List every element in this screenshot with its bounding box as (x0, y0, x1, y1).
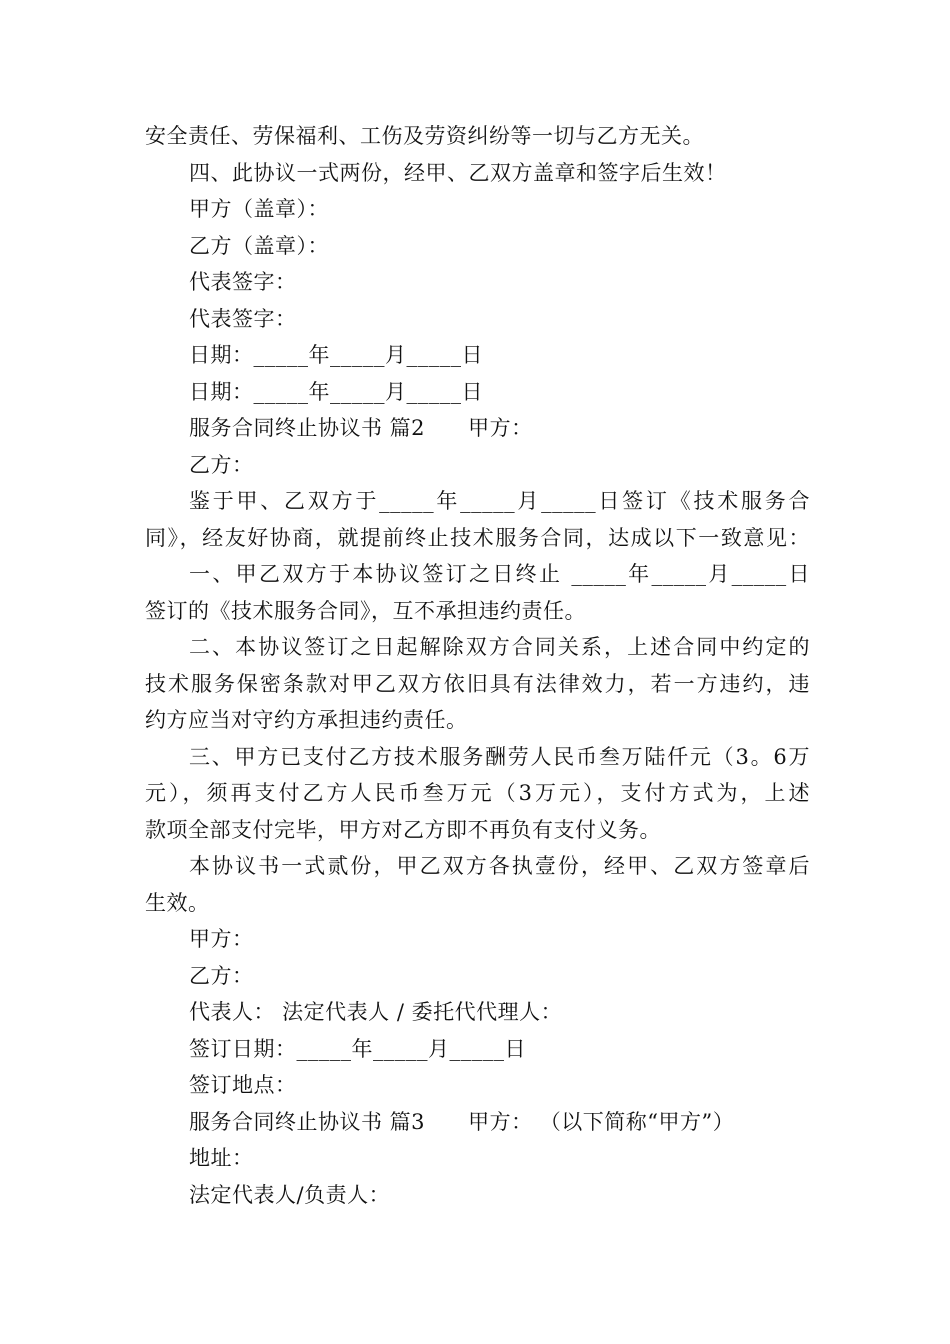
text-line: 代表签字： (189, 306, 297, 331)
text-line: 同》，经友好协商，就提前终止技术服务合同，达成以下一致意见： (145, 525, 810, 550)
text-line: 乙方： (189, 452, 254, 477)
text-line: 代表签字： (189, 270, 297, 294)
text-line: 鉴于甲、乙双方于_____年_____月_____日签订《技术服务合 (189, 489, 810, 513)
text-line: 签订的《技术服务合同》，互不承担违约责任。 (145, 598, 586, 623)
text-line: 约方应当对守约方承担违约责任。 (145, 708, 468, 732)
text-line: 本协议书一式贰份，甲乙双方各执壹份，经甲、乙双方签章后 (189, 854, 810, 878)
text-line: 甲方（盖章）： (189, 197, 329, 221)
text-line: 乙方： (189, 963, 254, 988)
text-line: 甲方： (189, 927, 254, 951)
text-line: 一、甲乙双方于本协议签订之日终止 _____年_____月_____日 (189, 562, 810, 586)
text-line: 签订地点： (189, 1073, 297, 1097)
text-line: 乙方（盖章）： (189, 233, 329, 258)
text-line: 签订日期：_____年_____月_____日 (189, 1036, 526, 1061)
text-line: 二、本协议签订之日起解除双方合同关系，上述合同中约定的 (189, 635, 810, 659)
text-line: 服务合同终止协议书 篇2 甲方： (189, 416, 533, 440)
text-line: 代表人： 法定代表人 / 委托代代理人： (189, 1000, 563, 1024)
text-line: 安全责任、劳保福利、工伤及劳资纠纷等一切与乙方无关。 (145, 124, 704, 148)
text-line: 元），须再支付乙方人民币叁万元（3万元），支付方式为，上述 (145, 781, 810, 805)
text-line: 法定代表人/负责人： (189, 1182, 391, 1207)
text-line: 生效。 (145, 890, 210, 915)
text-line: 日期：_____年_____月_____日 (189, 343, 483, 367)
text-line: 地址： (189, 1146, 254, 1170)
text-line: 服务合同终止协议书 篇3 甲方： （以下简称“甲方”） (189, 1109, 735, 1134)
text-line: 三、甲方已支付乙方技术服务酬劳人民币叁万陆仟元（3。6万 (189, 744, 810, 769)
text-line: 技术服务保密条款对甲乙双方依旧具有法律效力，若一方违约，违 (145, 671, 810, 696)
text-line: 四、此协议一式两份，经甲、乙双方盖章和签字后生效！ (189, 160, 727, 185)
text-line: 款项全部支付完毕，甲方对乙方即不再负有支付义务。 (145, 817, 661, 842)
text-line: 日期：_____年_____月_____日 (189, 379, 483, 404)
